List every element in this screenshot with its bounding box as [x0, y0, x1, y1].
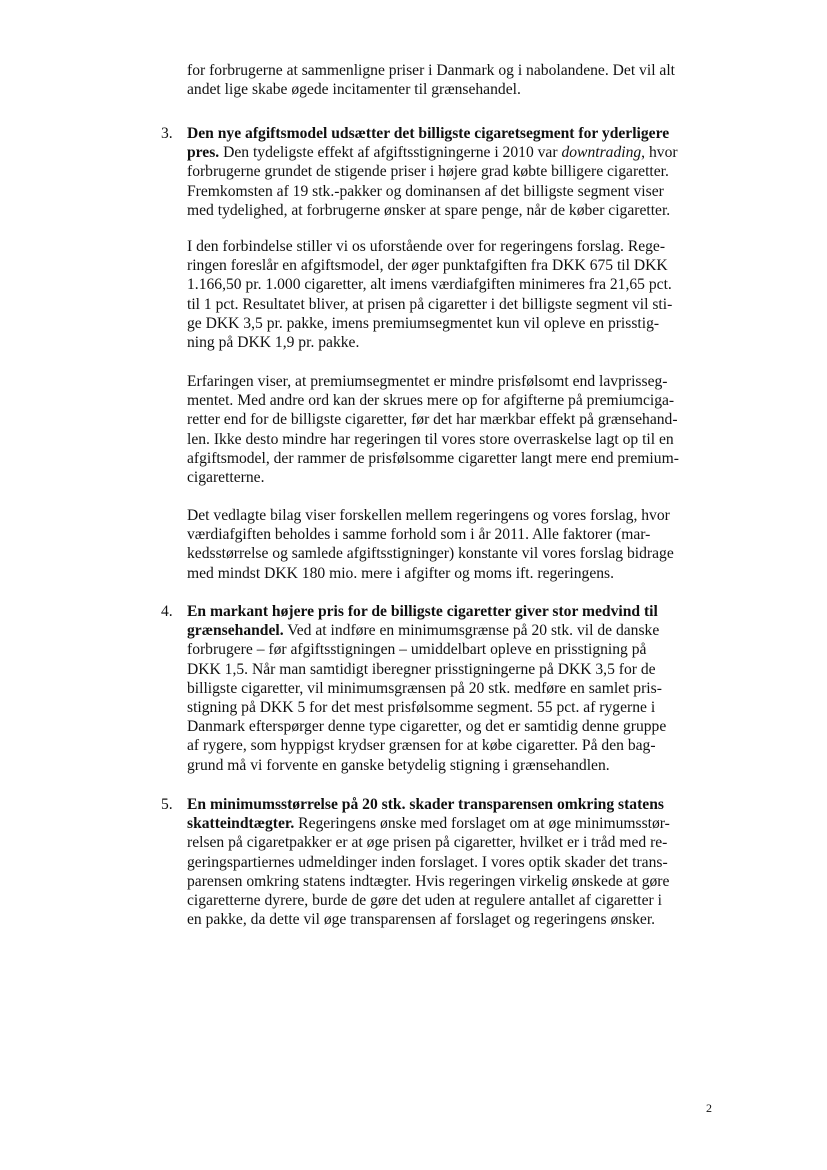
list-item-5: [187, 795, 727, 929]
text-run: , hvor: [641, 144, 678, 162]
text-line: len. Ikke desto mindre har regeringen til vores store overraskelse lagt op til en: [187, 430, 674, 448]
text-line: Fremkomsten af 19 stk.-pakker og dominansen af det billigste segment viser: [187, 182, 664, 200]
text-line: billigste cigaretter, vil minimumsgrænsen på 20 stk. medføre en samlet pris-: [187, 679, 662, 697]
text-line: mentet. Med andre ord kan der skrues mere op for afgifterne på premiumciga-: [187, 392, 675, 410]
emphasis-text: downtrading: [561, 144, 642, 162]
text-line: andet lige skabe øgede incitamenter til grænsehandel.: [187, 81, 521, 99]
text-run: Regeringens ønske med forslaget om at øge minimumsstør-: [294, 815, 670, 833]
item-heading: En minimumsstørrelse på 20 stk. skader transparensen omkring statens: [187, 796, 664, 813]
text-line: af rygere, som hyppigst krydser grænsen for at købe cigaretter. På den bag-: [187, 737, 656, 755]
text-line: geringspartiernes udmeldinger inden forslaget. I vores optik skader det trans-: [187, 853, 668, 871]
text-line: I den forbindelse stiller vi os uforstående over for regeringens forslag. Rege-: [187, 238, 666, 255]
text-line: parensen omkring statens indtægter. Hvis regeringen virkelig ønskede at gøre: [187, 872, 670, 890]
paragraph-b: [187, 372, 727, 487]
text-line: til 1 pct. Resultatet bliver, at prisen på cigaretter i det billigste segment vil sti-: [187, 295, 673, 313]
item-heading-end: grænsehandel.: [187, 622, 284, 640]
text-line: Det vedlagte bilag viser forskellen mellem regeringens og vores forslag, hvor: [187, 507, 670, 524]
text-line: cigaretterne.: [187, 469, 265, 487]
list-number: 3.: [161, 125, 173, 142]
text-line: Danmark efterspørger denne type cigaretter, og det er samtidig denne gruppe: [187, 718, 667, 736]
intro-paragraph: [187, 61, 727, 99]
text-line: forbrugere – før afgiftsstigningen – umiddelbart opleve en prisstigning på: [187, 641, 647, 659]
text-line: kedsstørrelse og samlede afgiftsstigninger) konstante vil vores forslag bidrage: [187, 545, 674, 563]
text-line: ringen foreslår en afgiftsmodel, der øger punktafgiften fra DKK 675 til DKK: [187, 257, 668, 275]
text-line: cigaretterne dyrere, burde de gøre det uden at regulere antallet af cigaretter i: [187, 892, 662, 910]
text-line: grund må vi forvente en ganske betydelig stigning i grænsehandlen.: [187, 756, 610, 774]
text-line: [187, 621, 727, 640]
paragraph-a: [187, 237, 727, 352]
text-line: [187, 814, 727, 833]
text-line: 1.166,50 pr. 1.000 cigaretter, alt imens værdiafgiften minimeres fra 21,65 pct.: [187, 276, 672, 294]
text-line: relsen på cigaretpakker er at øge prisen på cigaretter, hvilket er i tråd med re-: [187, 834, 668, 852]
text-run: Den tydeligste effekt af afgiftsstigningerne i 2010 var: [219, 144, 562, 162]
text-line: [187, 143, 727, 162]
paragraph-c: [187, 506, 727, 583]
list-number: 5.: [161, 796, 173, 813]
page-number: 2: [706, 1101, 712, 1115]
list-item-3: [187, 124, 727, 220]
text-line: ge DKK 3,5 pr. pakke, imens premiumsegmentet kun vil opleve en prisstig-: [187, 314, 660, 332]
text-line: med mindst DKK 180 mio. mere i afgifter og moms ift. regeringens.: [187, 564, 615, 582]
text-line: for forbrugerne at sammenligne priser i Danmark og i nabolandene. Det vil alt: [187, 62, 676, 79]
item-heading-end: pres.: [187, 144, 220, 162]
item-heading: Den nye afgiftsmodel udsætter det billigste cigaretsegment for yderligere: [187, 125, 670, 142]
text-line: afgiftsmodel, der rammer de prisfølsomme cigaretter langt mere end premium-: [187, 449, 679, 467]
text-line: stigning på DKK 5 for det mest prisfølsomme segment. 55 pct. af rygerne i: [187, 699, 656, 717]
text-run: Ved at indføre en minimumsgrænse på 20 stk. vil de danske: [283, 622, 660, 640]
text-line: DKK 1,5. Når man samtidigt iberegner prisstigningerne på DKK 3,5 for de: [187, 660, 656, 678]
text-line: retter end for de billigste cigaretter, før det har mærkbar effekt på grænsehand-: [187, 411, 678, 429]
text-line: ning på DKK 1,9 pr. pakke.: [187, 334, 360, 352]
text-line: Erfaringen viser, at premiumsegmentet er mindre prisfølsomt end lavprisseg-: [187, 373, 668, 390]
item-heading: En markant højere pris for de billigste cigaretter giver stor medvind til: [187, 603, 658, 620]
text-line: med tydelighed, at forbrugerne ønsker at spare penge, når de køber cigaretter.: [187, 201, 671, 219]
text-line: forbrugerne grundet de stigende priser i højere grad købte billigere cigaretter.: [187, 163, 669, 181]
item-heading-end: skatteindtægter.: [187, 815, 295, 833]
text-line: en pakke, da dette vil øge transparensen af forslaget og regeringens ønsker.: [187, 911, 656, 929]
list-number: 4.: [161, 603, 173, 620]
text-line: værdiafgiften beholdes i samme forhold som i år 2011. Alle faktorer (mar-: [187, 526, 651, 544]
list-item-4: [187, 602, 727, 775]
